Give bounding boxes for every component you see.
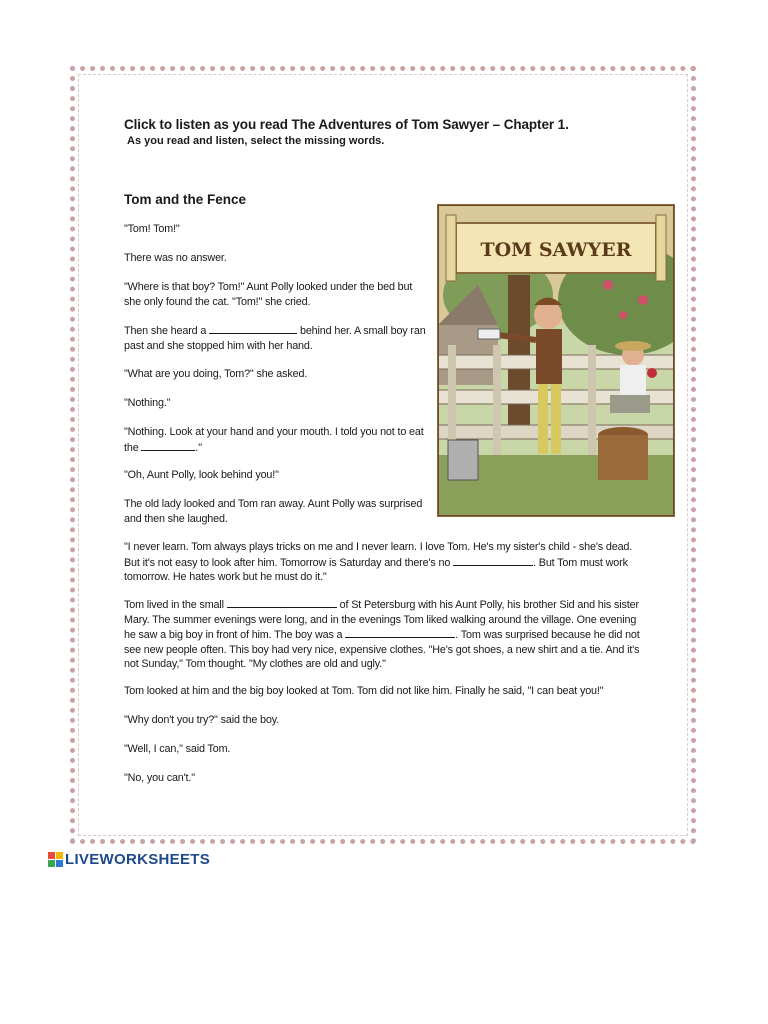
liveworksheets-logo[interactable] <box>48 849 210 869</box>
paragraph-4-text-b: behind her. A small boy ran past and she stopped him with her hand. <box>124 325 426 352</box>
story-heading: Tom and the Fence <box>124 192 247 207</box>
paragraph-1: "Tom! Tom!" <box>124 223 180 235</box>
paragraph-4 <box>124 323 430 353</box>
paragraph-2: There was no answer. <box>124 252 227 264</box>
paragraph-15: "No, you can't." <box>124 772 195 784</box>
blank-4[interactable] <box>227 597 337 608</box>
paragraph-8: "Oh, Aunt Polly, look behind you!" <box>124 469 279 481</box>
blank-2[interactable] <box>141 440 195 451</box>
logo-text: LIVEWORKSHEETS <box>65 850 211 868</box>
blank-1[interactable] <box>209 323 297 334</box>
paragraph-14: "Well, I can," said Tom. <box>124 743 231 755</box>
paragraph-12: Tom looked at him and the big boy looked at Tom. Tom did not like him. Finally he said, "I can beat you!" <box>124 685 604 697</box>
paragraph-5: "What are you doing, Tom?" she asked. <box>124 368 308 380</box>
paragraph-7 <box>124 425 430 455</box>
book-cover-illustration <box>438 205 674 516</box>
paragraph-11-text-a: Tom lived in the small <box>124 599 224 611</box>
page-title: Click to listen as you read The Adventures of Tom Sawyer – Chapter 1. <box>124 117 569 132</box>
instructions: As you read and listen, select the missing words. <box>127 135 385 147</box>
paragraph-4-text-a: Then she heard a <box>124 325 207 337</box>
paragraph-11 <box>124 597 644 672</box>
paragraph-11-text-b: of St Petersburg with his Aunt Polly, his brother Sid and his sister Mary. The summer evenings were long, and in the evenings Tom liked walking around the village. One evening he saw a big boy in front of him. The boy was a <box>124 599 639 641</box>
blank-5[interactable] <box>345 627 455 638</box>
paragraph-11-text-c: . Tom was surprised because he did not see new people often. This boy had very nice, expensive clothes. "He's got shoes, a new shirt and a tie. And it's not Sunday," Tom thought. "My clothes are old and ugly." <box>124 629 640 670</box>
paragraph-13: "Why don't you try?" said the boy. <box>124 714 280 726</box>
book-cover-image <box>437 204 675 517</box>
logo-squares-icon <box>48 852 63 867</box>
blank-3[interactable] <box>453 555 533 566</box>
paragraph-3: "Where is that boy? Tom!" Aunt Polly looked under the bed but she only found the cat. "Tom!" she cried. <box>124 281 413 308</box>
cover-title: TOM SAWYER <box>480 239 632 261</box>
paragraph-10-text-a: "I never learn. Tom always plays tricks on me and I never learn. I love Tom. He's my sister's child - she's dead. But it's not easy to look after him. Tomorrow is Saturday and there's no <box>124 541 633 569</box>
paragraph-7-text-a: "Nothing. Look at your hand and your mouth. I told you not to eat the <box>124 426 424 454</box>
paragraph-7-text-b: ." <box>195 441 202 454</box>
paragraph-9: The old lady looked and Tom ran away. Aunt Polly was surprised and then she laughed. <box>124 498 423 525</box>
paragraph-10 <box>124 540 644 585</box>
paragraph-6: "Nothing." <box>124 397 171 409</box>
paragraph-10-text-b: . But Tom must work tomorrow. He hates work but he must do it." <box>124 556 628 583</box>
